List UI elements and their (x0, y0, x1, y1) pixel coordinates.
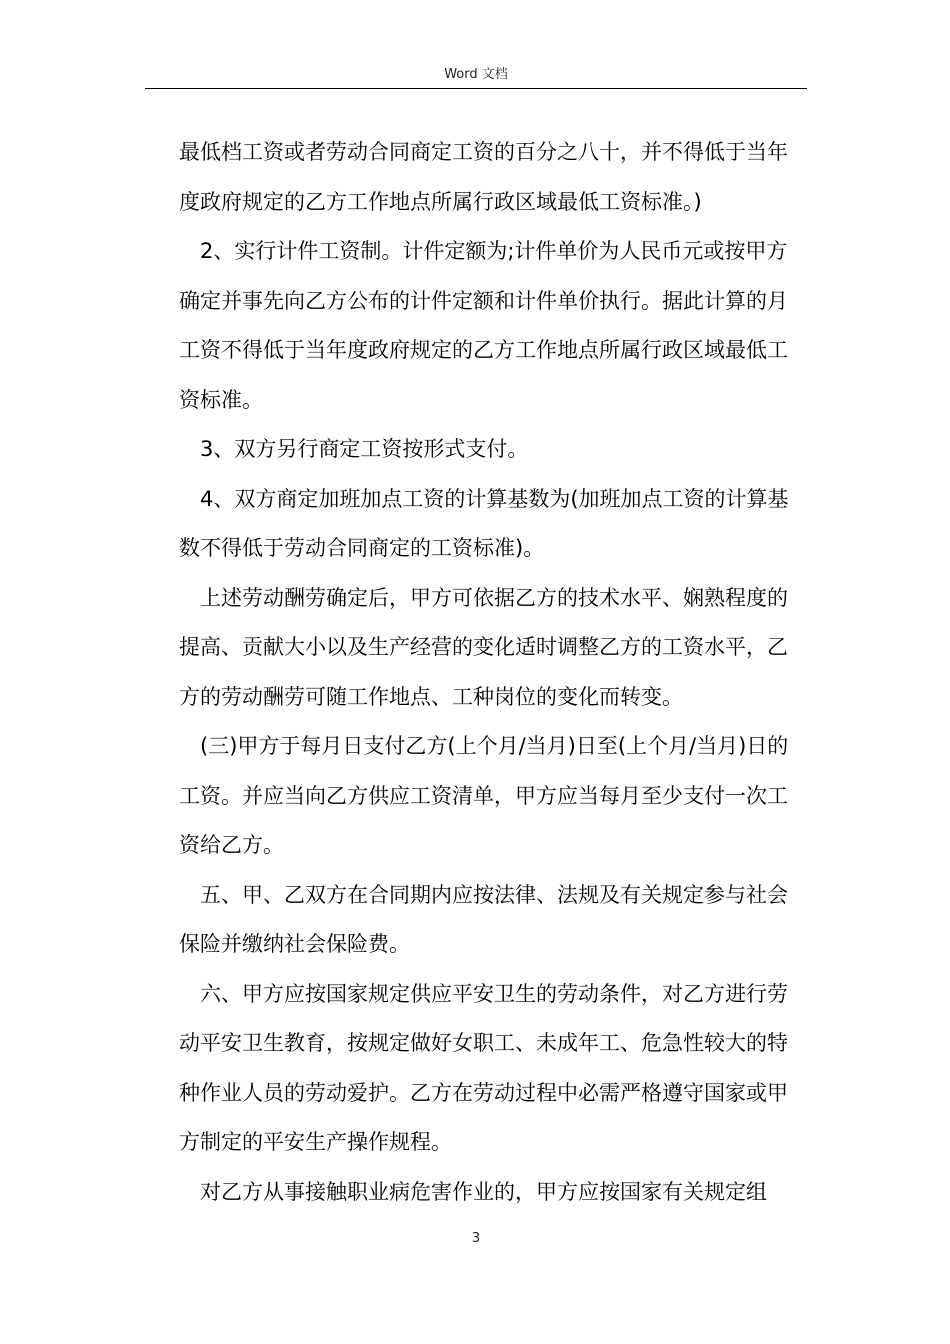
paragraph-overtime-base: 4、双方商定加班加点工资的计算基数为(加班加点工资的计算基数不得低于劳动合同商定的工资标准)。 (179, 486, 789, 560)
paragraph-wage-payment-form: 3、双方另行商定工资按形式支付。 (200, 437, 529, 461)
page-number: 3 (471, 1231, 481, 1246)
header-rule (145, 88, 807, 89)
paragraph-continuation: 最低档工资或者劳动合同商定工资的百分之八十，并不得低于当年度政府规定的乙方工作地点所属行政区域最低工资标准。) (179, 140, 788, 214)
paragraph-payment-date: (三)甲方于每月日支付乙方(上个月/当月)日至(上个月/当月)日的工资。并应当向乙方供应工资清单，甲方应当每月至少支付一次工资给乙方。 (179, 734, 789, 857)
document-body (179, 128, 804, 1217)
page-header: Word 文档 (444, 67, 508, 82)
paragraph-occupational-hazard: 对乙方从事接触职业病危害作业的，甲方应按国家有关规定组 (200, 1179, 767, 1204)
paragraph-piece-rate-wage: 2、实行计件工资制。计件定额为;计件单价为人民币元或按甲方确定并事先向乙方公布的计件定额和计件单价执行。据此计算的月工资不得低于当年度政府规定的乙方工作地点所属行政区域最低工资标准。 (179, 239, 788, 412)
paragraph-social-insurance: 五、甲、乙双方在合同期内应按法律、法规及有关规定参与社会保险并缴纳社会保险费。 (179, 882, 788, 956)
paragraph-safety-conditions: 六、甲方应按国家规定供应平安卫生的劳动条件，对乙方进行劳动平安卫生教育，按规定做好女职工、未成年工、危急性较大的特种作业人员的劳动爱护。乙方在劳动过程中必需严格遵守国家或甲方制定的平安生产操作规程。 (179, 981, 788, 1154)
paragraph-wage-adjustment: 上述劳动酬劳确定后，甲方可依据乙方的技术水平、娴熟程度的提高、贡献大小以及生产经营的变化适时调整乙方的工资水平，乙方的劳动酬劳可随工作地点、工种岗位的变化而转变。 (179, 585, 788, 709)
